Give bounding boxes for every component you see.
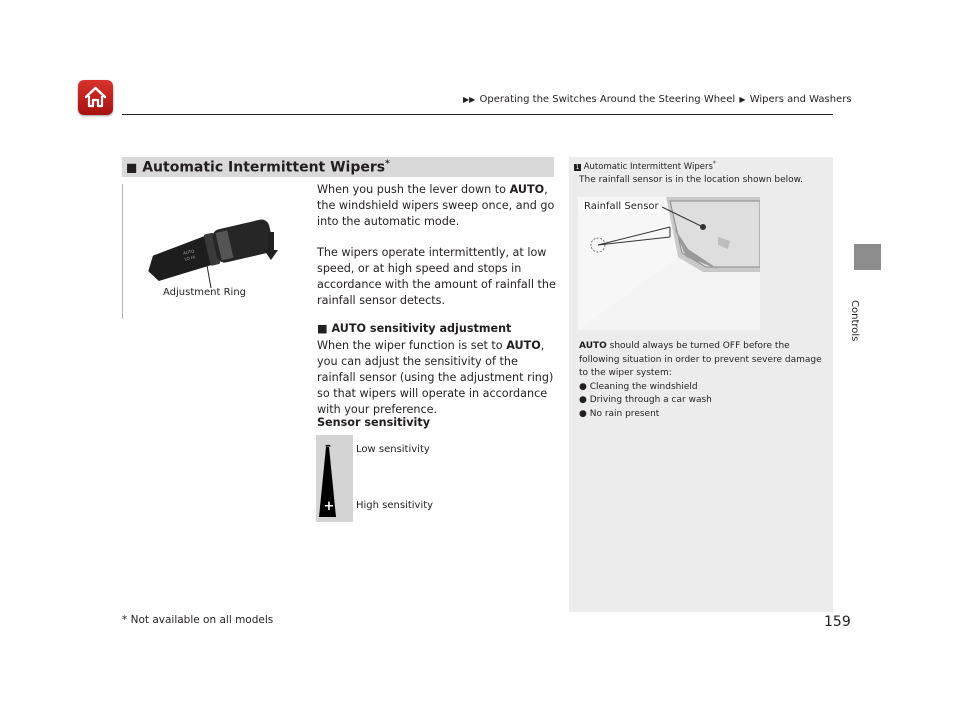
plus-sign: + (323, 499, 335, 514)
section-title (126, 159, 390, 176)
breadcrumb-arrow-icon: ▶ (739, 95, 746, 104)
svg-text:AUTO: AUTO (182, 248, 195, 256)
breadcrumb (462, 94, 852, 105)
wiper-lever-icon (123, 184, 303, 319)
breadcrumb-arrow-icon: ▶▶ (463, 95, 476, 104)
breadcrumb-link-switches[interactable]: Operating the Switches Around the Steering Wheel (479, 94, 736, 105)
adjustment-ring-label: Adjustment Ring (163, 287, 247, 298)
sensitivity-wedge-icon (316, 435, 353, 522)
rainfall-sensor-figure (578, 197, 760, 330)
note-body (579, 340, 829, 421)
breadcrumb-link-wipers[interactable]: Wipers and Washers (749, 94, 852, 105)
para3-suffix: , you can adjust the sensitivity of the rainfall sensor (using the adjustment ring) so that wipers will operate in accordance with your preference. (317, 339, 554, 416)
note-intro: The rainfall sensor is in the location shown below. (579, 175, 804, 185)
para1-suffix: , the windshield wipers sweep once, and go into the automatic mode. (317, 183, 555, 228)
note-title (574, 160, 716, 172)
page-number: 159 (824, 614, 851, 630)
sensitivity-scale (316, 435, 353, 522)
minus-sign: – (325, 438, 331, 452)
svg-text:LO HI: LO HI (183, 254, 196, 262)
bullet-text: Driving through a car wash (589, 395, 712, 405)
subsection-heading-text: AUTO sensitivity adjustment (331, 322, 512, 335)
note-title-text: Automatic Intermittent Wipers (583, 161, 713, 172)
note-asterisk: * (712, 160, 716, 167)
note-marker-icon: 1 (575, 163, 580, 171)
para3-bold: AUTO (506, 339, 541, 352)
section-title-text: Automatic Intermittent Wipers (142, 159, 386, 176)
note-body-text: should always be turned OFF before the following situation in order to prevent severe damage to the wiper system: (579, 341, 822, 378)
bullet-item: ● Driving through a car wash (579, 395, 712, 405)
paragraph-wipers-operate: The wipers operate intermittently, at low speed, or at high speed and stops in accordance with the amount of rainfall the rainfall sensor detects. (317, 246, 556, 307)
rainfall-sensor-photo-icon (578, 197, 760, 330)
home-icon (83, 85, 108, 110)
section-asterisk: * (385, 159, 390, 169)
low-sensitivity-label: Low sensitivity (356, 444, 430, 455)
bullet-item: ● No rain present (579, 408, 660, 419)
side-tab-marker[interactable] (854, 244, 881, 270)
section-square-icon: ■ (126, 160, 138, 175)
subsection-heading (317, 322, 511, 335)
sensor-sensitivity-heading: Sensor sensitivity (317, 416, 431, 429)
side-tab-label: Controls (849, 300, 860, 342)
footnote: * Not available on all models (122, 614, 274, 626)
para3-prefix: When the wiper function is set to (317, 339, 507, 352)
bullet-item: ● Cleaning the windshield (579, 381, 698, 392)
para1-prefix: When you push the lever down to (317, 183, 510, 196)
bullet-text: No rain present (589, 408, 660, 419)
rainfall-sensor-label: Rainfall Sensor (584, 201, 659, 212)
high-sensitivity-label: High sensitivity (356, 500, 434, 511)
header-divider (122, 114, 833, 115)
paragraph-push-lever (317, 182, 557, 230)
paragraph-sensitivity (317, 338, 557, 418)
home-button[interactable] (78, 80, 113, 115)
note-body-bold: AUTO (579, 341, 607, 351)
subsection-square-icon: ■ (317, 322, 328, 335)
wiper-lever-figure (122, 184, 303, 319)
bullet-text: Cleaning the windshield (589, 381, 698, 392)
para1-bold: AUTO (509, 183, 545, 196)
